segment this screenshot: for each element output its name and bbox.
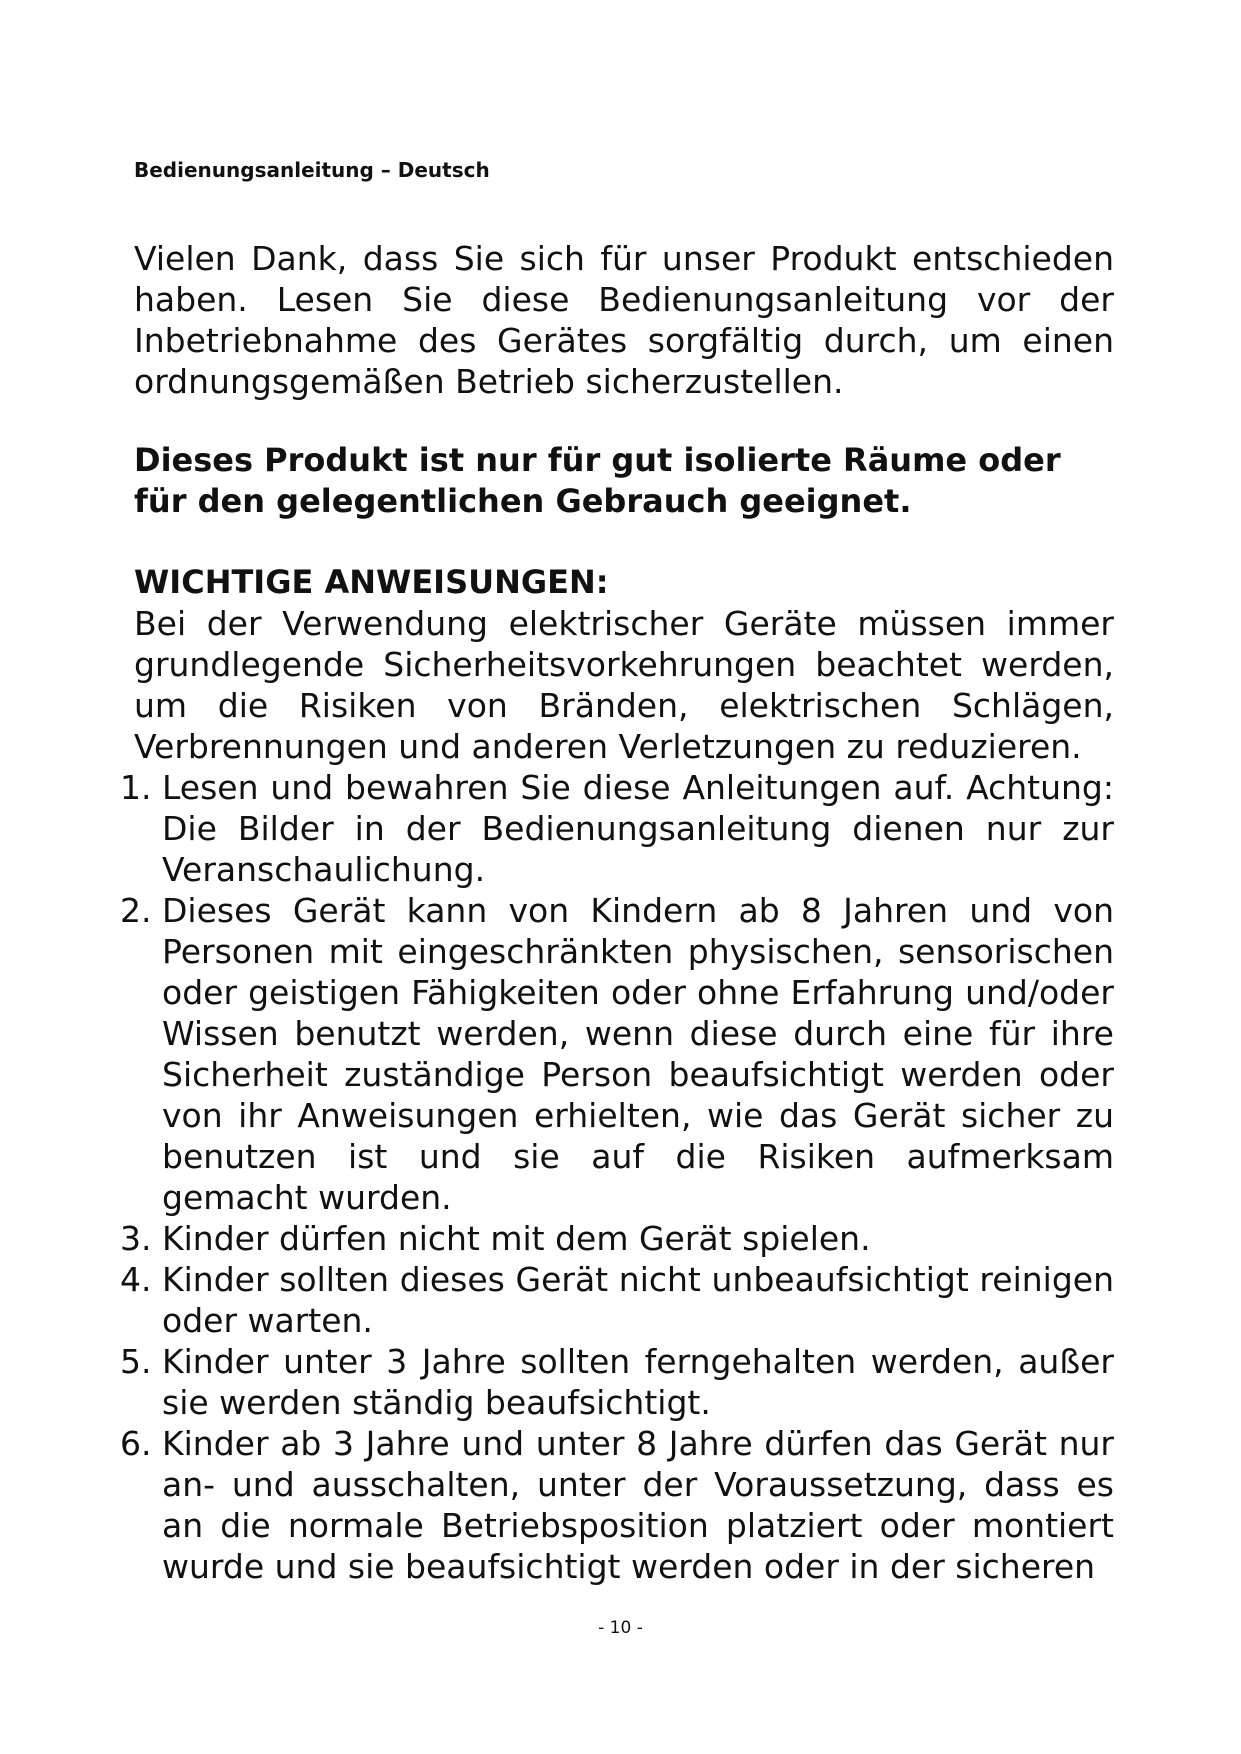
page-content (120, 238, 1114, 1587)
list-item-text: Kinder unter 3 Jahre sollten ferngehalten werden, außer sie werden ständig beaufsichtigt. (162, 1342, 1114, 1422)
list-item-number: 1. (120, 768, 152, 807)
list-item-text: Kinder sollten dieses Gerät nicht unbeaufsichtigt reinigen oder warten. (162, 1260, 1114, 1340)
list-item-number: 4. (120, 1260, 152, 1299)
list-item-text: Dieses Gerät kann von Kindern ab 8 Jahren und von Personen mit eingeschränkten physischen, sensorischen oder geistigen Fähigkeiten oder ohne Erfahrung und/oder Wissen benutzt werden, wenn diese durch eine für ihre Sicherheit zuständige Person beaufsichtigt werden oder von ihr Anweisungen erhielten, wie das Gerät sicher zu benutzen ist und sie auf die Risiken aufmerksam gemacht wurden. (162, 891, 1114, 1217)
instruction-list (120, 767, 1114, 1587)
list-item-number: 5. (120, 1342, 152, 1381)
usage-notice: Dieses Produkt ist nur für gut isolierte Räume oder für den gelegentlichen Gebrauch geeignet. (134, 441, 1061, 520)
page-number: - 10 - (598, 1618, 643, 1638)
section-body: Bei der Verwendung elektrischer Geräte müssen immer grundlegende Sicherheitsvorkehrungen beachtet werden, um die Risiken von Bränden, elektrischen Schlägen, Verbrennungen und anderen Verletzungen zu reduzieren. (134, 604, 1114, 766)
list-item (120, 1341, 1114, 1423)
intro-paragraph: Vielen Dank, dass Sie sich für unser Produkt entschieden haben. Lesen Sie diese Bedienungsanleitung vor der Inbetriebnahme des Gerätes sorgfältig durch, um einen ordnungsgemäßen Betrieb sicherzustellen. (134, 239, 1114, 401)
list-item-number: 3. (120, 1219, 152, 1258)
list-item-number: 6. (120, 1424, 152, 1463)
section-title: WICHTIGE ANWEISUNGEN: (134, 563, 609, 601)
list-item-text: Lesen und bewahren Sie diese Anleitungen auf. Achtung: Die Bilder in der Bedienungsanleitung dienen nur zur Veranschaulichung. (162, 768, 1114, 889)
list-item-text: Kinder dürfen nicht mit dem Gerät spielen. (162, 1219, 871, 1258)
list-item (120, 1423, 1114, 1587)
list-item (120, 890, 1114, 1218)
page-header: Bedienungsanleitung – Deutsch (134, 158, 490, 182)
list-item (120, 767, 1114, 890)
list-item-number: 2. (120, 891, 152, 930)
list-item-text: Kinder ab 3 Jahre und unter 8 Jahre dürfen das Gerät nur an- und ausschalten, unter der Voraussetzung, dass es an die normale Betriebsposition platziert oder montiert wurde und sie beaufsichtigt werden oder in der sicheren (162, 1424, 1114, 1586)
list-item (120, 1218, 1114, 1259)
list-item (120, 1259, 1114, 1341)
